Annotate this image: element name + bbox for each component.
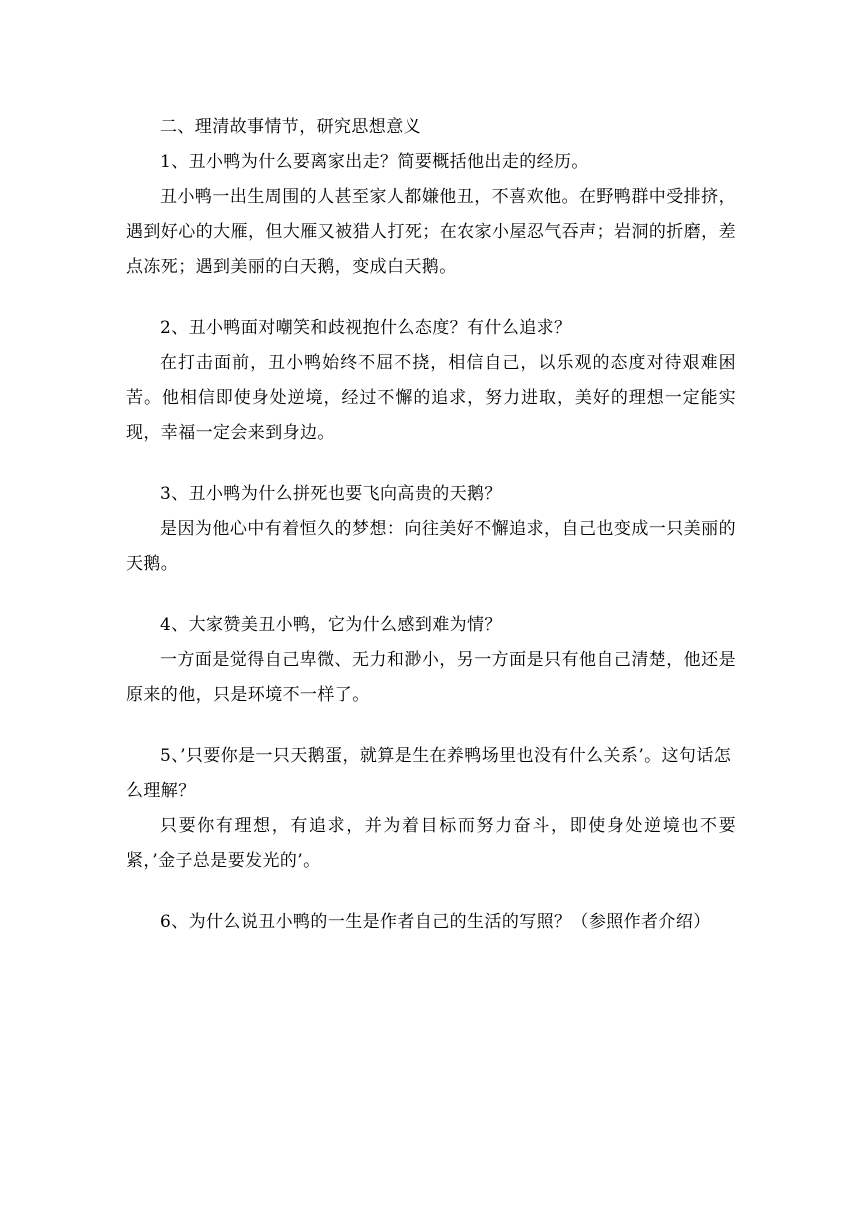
- question-6: 6、为什么说丑小鸭的一生是作者自己的生活的写照？（参照作者介绍）: [160, 912, 711, 932]
- answer-5: 只要你有理想，有追求，并为着目标而努力奋斗，即使身处逆境也不要紧，’金子总是要发光的’。: [126, 816, 736, 871]
- question-4: 4、大家赞美丑小鸭，它为什么感到难为情？: [160, 615, 502, 635]
- document-body: [126, 110, 736, 940]
- question-2: 2、丑小鸭面对嘲笑和歧视抱什么态度？有什么追求？: [160, 318, 572, 338]
- section-heading: 二、理清故事情节，研究思想意义: [160, 117, 421, 137]
- qa-item-3: [126, 477, 736, 582]
- qa-item-6: [126, 905, 736, 940]
- qa-item-5: [126, 739, 736, 879]
- qa-item-4: [126, 608, 736, 713]
- paragraph-spacer: [126, 713, 736, 739]
- answer-3: 是因为他心中有着恒久的梦想：向往美好不懈追求，自己也变成一只美丽的天鹅。: [126, 519, 736, 574]
- paragraph-spacer: [126, 451, 736, 477]
- answer-2: 在打击面前，丑小鸭始终不屈不挠，相信自己，以乐观的态度对待艰难困苦。他相信即使身处逆境，经过不懈的追求，努力进取，美好的理想一定能实现，幸福一定会来到身边。: [126, 353, 736, 443]
- qa-item-1: [126, 145, 736, 285]
- paragraph-spacer: [126, 879, 736, 905]
- paragraph-spacer: [126, 285, 736, 311]
- qa-item-2: [126, 311, 736, 451]
- question-3: 3、丑小鸭为什么拼死也要飞向高贵的天鹅？: [160, 484, 502, 504]
- answer-1: 丑小鸭一出生周围的人甚至家人都嫌他丑，不喜欢他。在野鸭群中受排挤，遇到好心的大雁，但大雁又被猎人打死；在农家小屋忍气吞声；岩洞的折磨，差点冻死；遇到美丽的白天鹅，变成白天鹅。: [126, 187, 736, 277]
- question-5: 5、’只要你是一只天鹅蛋，就算是生在养鸭场里也没有什么关系’。这句话怎么理解？: [126, 746, 732, 801]
- answer-4: 一方面是觉得自己卑微、无力和渺小，另一方面是只有他自己清楚，他还是原来的他，只是环境不一样了。: [126, 650, 736, 705]
- question-1: 1、丑小鸭为什么要离家出走？简要概括他出走的经历。: [160, 152, 589, 172]
- paragraph-spacer: [126, 582, 736, 608]
